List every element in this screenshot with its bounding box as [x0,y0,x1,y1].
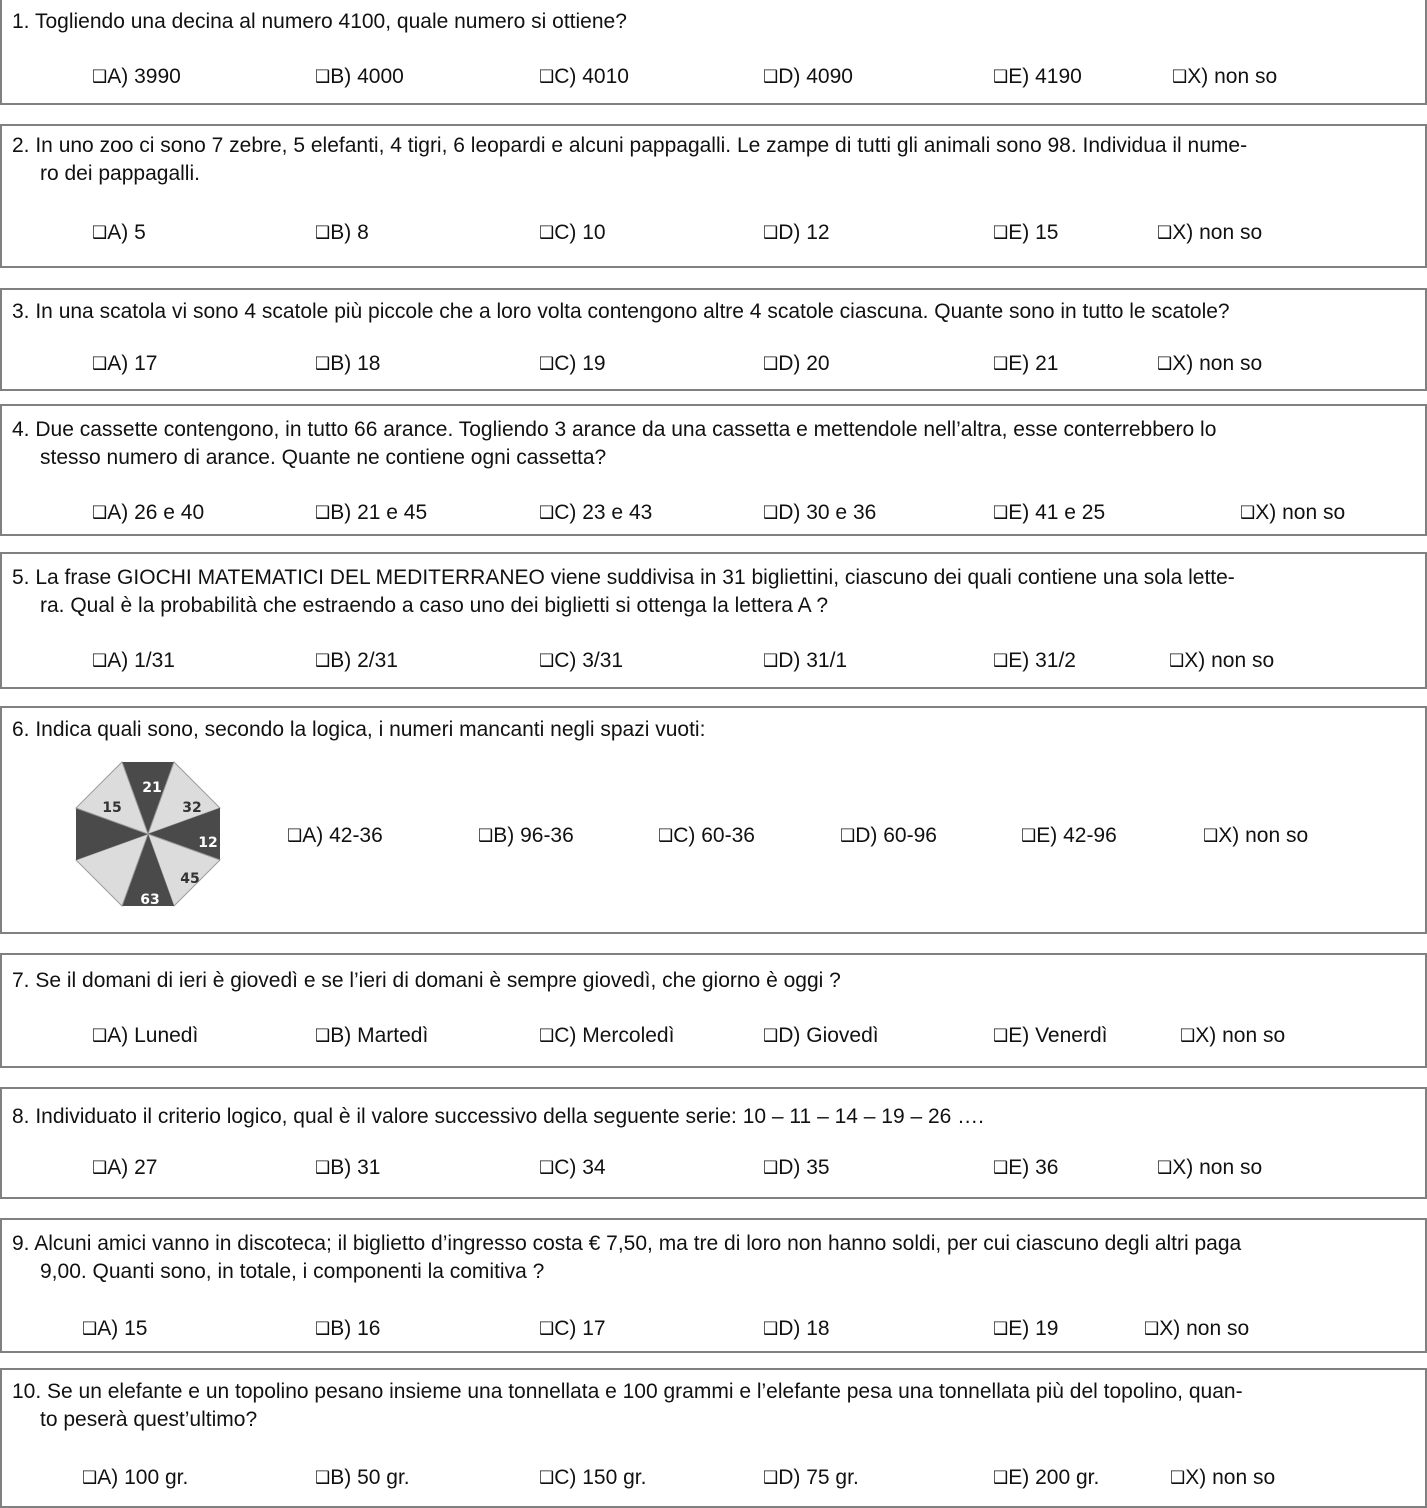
question-5-text: 5. La frase GIOCHI MATEMATICI DEL MEDITERRANEO viene suddivisa in 31 bigliettini, ciascuno dei quali contiene una sola lette- ra. Qual è la probabilità che estraendo a caso uno dei biglietti si ottenga la lettera A ? [12,566,1235,617]
checkbox-icon[interactable]: ❑ [92,651,108,671]
checkbox-icon[interactable]: ❑ [1021,826,1037,846]
checkbox-icon[interactable]: ❑ [1180,1026,1196,1046]
question-6-option-x[interactable]: ❑X) non so [1203,824,1309,847]
question-1-option-e[interactable]: ❑E) 4190 [993,65,1082,88]
checkbox-icon[interactable]: ❑ [993,503,1009,523]
checkbox-icon[interactable]: ❑ [1240,503,1256,523]
question-6-option-b[interactable]: ❑B) 96-36 [478,824,574,847]
question-5-option-b[interactable]: ❑B) 2/31 [315,649,398,672]
question-3-text: 3. In una scatola vi sono 4 scatole più piccole che a loro volta contengono altre 4 scatole ciascuna. Quante sono in tutto le scatole? [12,300,1230,323]
question-8 [0,1087,1427,1199]
question-1-option-x[interactable]: ❑X) non so [1172,65,1278,88]
question-1-option-c[interactable]: ❑C) 4010 [539,65,629,88]
checkbox-icon[interactable]: ❑ [763,1319,779,1339]
question-7 [0,953,1427,1068]
checkbox-icon[interactable]: ❑ [1169,651,1185,671]
checkbox-icon[interactable]: ❑ [287,826,303,846]
question-8-option-e[interactable]: ❑E) 36 [993,1156,1059,1179]
question-9-option-b[interactable]: ❑B) 16 [315,1317,381,1340]
question-8-option-b[interactable]: ❑B) 31 [315,1156,381,1179]
checkbox-icon[interactable]: ❑ [539,223,555,243]
octagon-number: 63 [140,892,160,908]
checkbox-icon[interactable]: ❑ [315,503,331,523]
question-10-option-e[interactable]: ❑E) 200 gr. [993,1466,1100,1489]
question-7-option-e[interactable]: ❑E) Venerdì [993,1024,1108,1047]
question-7-option-b[interactable]: ❑B) Martedì [315,1024,429,1047]
question-3-option-c[interactable]: ❑C) 19 [539,352,606,375]
question-6-option-d[interactable]: ❑D) 60-96 [840,824,937,847]
checkbox-icon[interactable]: ❑ [993,1468,1009,1488]
question-10-option-a[interactable]: ❑A) 100 gr. [82,1466,189,1489]
question-1-option-b[interactable]: ❑B) 4000 [315,65,404,88]
question-4-option-c[interactable]: ❑C) 23 e 43 [539,501,653,524]
question-7-option-a[interactable]: ❑A) Lunedì [92,1024,199,1047]
checkbox-icon[interactable]: ❑ [1172,67,1188,87]
question-4-option-b[interactable]: ❑B) 21 e 45 [315,501,428,524]
checkbox-icon[interactable]: ❑ [1157,354,1173,374]
question-7-option-c[interactable]: ❑C) Mercoledì [539,1024,675,1047]
checkbox-icon[interactable]: ❑ [763,503,779,523]
question-5-option-x[interactable]: ❑X) non so [1169,649,1275,672]
checkbox-icon[interactable]: ❑ [92,223,108,243]
checkbox-icon[interactable]: ❑ [539,1468,555,1488]
octagon-number: 32 [182,800,202,816]
question-2-text: 2. In uno zoo ci sono 7 zebre, 5 elefanti, 4 tigri, 6 leopardi e alcuni pappagalli. Le zampe di tutti gli animali sono 98. Individua il nume- ro dei pappagalli. [12,134,1248,185]
question-10-text: 10. Se un elefante e un topolino pesano insieme una tonnellata e 100 grammi e l’elefante pesa una tonnellata più del topolino, quan- to peserà quest’ultimo? [12,1380,1243,1431]
question-2-option-c[interactable]: ❑C) 10 [539,221,606,244]
checkbox-icon[interactable]: ❑ [993,67,1009,87]
question-3 [0,288,1427,391]
question-2-option-b[interactable]: ❑B) 8 [315,221,369,244]
checkbox-icon[interactable]: ❑ [92,1158,108,1178]
question-5-option-a[interactable]: ❑A) 1/31 [92,649,175,672]
question-10 [0,1368,1427,1508]
checkbox-icon[interactable]: ❑ [763,67,779,87]
question-10-option-d[interactable]: ❑D) 75 gr. [763,1466,859,1489]
question-1-option-a[interactable]: ❑A) 3990 [92,65,181,88]
checkbox-icon[interactable]: ❑ [315,67,331,87]
checkbox-icon[interactable]: ❑ [478,826,494,846]
question-4-text: 4. Due cassette contengono, in tutto 66 arance. Togliendo 3 arance da una cassetta e mettendole nell’altra, esse conterrebbero lo stesso numero di arance. Quante ne contiene ogni cassetta? [12,418,1217,469]
question-4-option-a[interactable]: ❑A) 26 e 40 [92,501,205,524]
question-6-option-c[interactable]: ❑C) 60-36 [658,824,755,847]
question-9-option-d[interactable]: ❑D) 18 [763,1317,830,1340]
question-6-option-a[interactable]: ❑A) 42-36 [287,824,383,847]
question-8-option-d[interactable]: ❑D) 35 [763,1156,830,1179]
question-4 [0,404,1427,536]
question-7-option-x[interactable]: ❑X) non so [1180,1024,1286,1047]
checkbox-icon[interactable]: ❑ [763,1026,779,1046]
checkbox-icon[interactable]: ❑ [315,1158,331,1178]
checkbox-icon[interactable]: ❑ [993,1158,1009,1178]
checkbox-icon[interactable]: ❑ [993,354,1009,374]
checkbox-icon[interactable]: ❑ [1203,826,1219,846]
octagon-number: 45 [180,871,200,887]
question-2-option-e[interactable]: ❑E) 15 [993,221,1059,244]
question-7-text: 7. Se il domani di ieri è giovedì e se l’ieri di domani è sempre giovedì, che giorno è oggi ? [12,969,841,992]
checkbox-icon[interactable]: ❑ [1170,1468,1186,1488]
checkbox-icon[interactable]: ❑ [539,354,555,374]
question-8-option-c[interactable]: ❑C) 34 [539,1156,606,1179]
question-2-option-x[interactable]: ❑X) non so [1157,221,1263,244]
checkbox-icon[interactable]: ❑ [539,1319,555,1339]
checkbox-icon[interactable]: ❑ [315,1026,331,1046]
checkbox-icon[interactable]: ❑ [82,1468,98,1488]
question-10-option-c[interactable]: ❑C) 150 gr. [539,1466,647,1489]
question-10-option-b[interactable]: ❑B) 50 gr. [315,1466,410,1489]
checkbox-icon[interactable]: ❑ [315,651,331,671]
checkbox-icon[interactable]: ❑ [539,1158,555,1178]
checkbox-icon[interactable]: ❑ [539,651,555,671]
question-5-option-c[interactable]: ❑C) 3/31 [539,649,624,672]
checkbox-icon[interactable]: ❑ [315,1468,331,1488]
question-1-option-d[interactable]: ❑D) 4090 [763,65,853,88]
checkbox-icon[interactable]: ❑ [1157,1158,1173,1178]
checkbox-icon[interactable]: ❑ [315,223,331,243]
octagon-number: 15 [102,800,122,816]
checkbox-icon[interactable]: ❑ [315,354,331,374]
checkbox-icon[interactable]: ❑ [82,1319,98,1339]
question-3-option-x[interactable]: ❑X) non so [1157,352,1263,375]
checkbox-icon[interactable]: ❑ [993,1026,1009,1046]
question-9-option-c[interactable]: ❑C) 17 [539,1317,606,1340]
question-9 [0,1218,1427,1353]
checkbox-icon[interactable]: ❑ [1157,223,1173,243]
question-2 [0,124,1427,268]
question-7-option-d[interactable]: ❑D) Giovedì [763,1024,879,1047]
checkbox-icon[interactable]: ❑ [763,354,779,374]
question-6-option-e[interactable]: ❑E) 42-96 [1021,824,1117,847]
question-9-option-e[interactable]: ❑E) 19 [993,1317,1059,1340]
question-3-option-a[interactable]: ❑A) 17 [92,352,158,375]
question-8-option-a[interactable]: ❑A) 27 [92,1156,158,1179]
question-3-option-b[interactable]: ❑B) 18 [315,352,381,375]
question-8-text: 8. Individuato il criterio logico, qual è il valore successivo della seguente serie: 10 – 11 – 14 – 19 – 26 …. [12,1105,985,1128]
question-8-option-x[interactable]: ❑X) non so [1157,1156,1263,1179]
question-10-option-x[interactable]: ❑X) non so [1170,1466,1276,1489]
question-4-option-d[interactable]: ❑D) 30 e 36 [763,501,877,524]
question-2-option-a[interactable]: ❑A) 5 [92,221,146,244]
question-5 [0,552,1427,689]
checkbox-icon[interactable]: ❑ [763,1158,779,1178]
question-2-option-d[interactable]: ❑D) 12 [763,221,830,244]
question-3-option-d[interactable]: ❑D) 20 [763,352,830,375]
question-5-option-e[interactable]: ❑E) 31/2 [993,649,1076,672]
question-9-option-x[interactable]: ❑X) non so [1144,1317,1250,1340]
octagon-figure [68,754,228,914]
question-6-text: 6. Indica quali sono, secondo la logica, i numeri mancanti negli spazi vuoti: [12,718,706,741]
question-5-option-d[interactable]: ❑D) 31/1 [763,649,848,672]
checkbox-icon[interactable]: ❑ [539,503,555,523]
checkbox-icon[interactable]: ❑ [993,651,1009,671]
checkbox-icon[interactable]: ❑ [315,1319,331,1339]
checkbox-icon[interactable]: ❑ [92,503,108,523]
octagon-number: 21 [142,780,162,796]
checkbox-icon[interactable]: ❑ [92,1026,108,1046]
question-9-text: 9. Alcuni amici vanno in discoteca; il biglietto d’ingresso costa € 7,50, ma tre di loro non hanno soldi, per cui ciascuno degli altri paga 9,00. Quanti sono, in totale, i componenti la comitiva ? [12,1232,1242,1283]
question-4-option-e[interactable]: ❑E) 41 e 25 [993,501,1106,524]
checkbox-icon[interactable]: ❑ [539,1026,555,1046]
checkbox-icon[interactable]: ❑ [763,651,779,671]
checkbox-icon[interactable]: ❑ [92,354,108,374]
checkbox-icon[interactable]: ❑ [1144,1319,1160,1339]
checkbox-icon[interactable]: ❑ [539,67,555,87]
question-6 [0,706,1427,934]
question-4-option-x[interactable]: ❑X) non so [1240,501,1346,524]
checkbox-icon[interactable]: ❑ [993,223,1009,243]
question-3-option-e[interactable]: ❑E) 21 [993,352,1059,375]
question-1-text: 1. Togliendo una decina al numero 4100, quale numero si ottiene? [12,10,627,33]
checkbox-icon[interactable]: ❑ [763,223,779,243]
checkbox-icon[interactable]: ❑ [993,1319,1009,1339]
question-9-option-a[interactable]: ❑A) 15 [82,1317,148,1340]
checkbox-icon[interactable]: ❑ [658,826,674,846]
question-1 [0,0,1427,105]
checkbox-icon[interactable]: ❑ [92,67,108,87]
checkbox-icon[interactable]: ❑ [840,826,856,846]
checkbox-icon[interactable]: ❑ [763,1468,779,1488]
octagon-number: 12 [198,835,218,851]
